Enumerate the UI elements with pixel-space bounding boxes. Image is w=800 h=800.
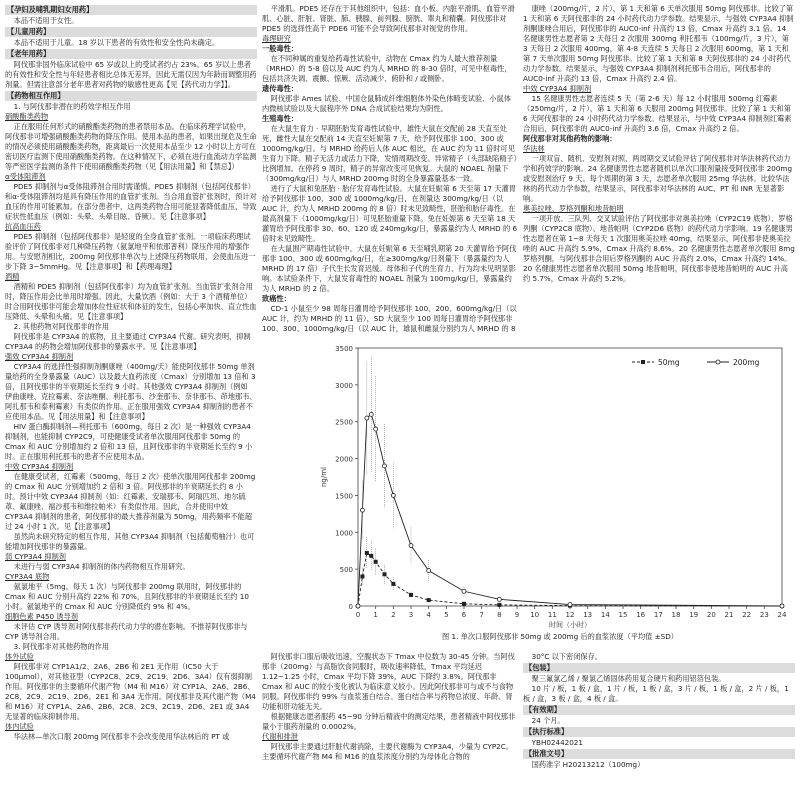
paragraph: 平滑肌。PDE5 还存在于其他组织中，包括：血小板、内脏平滑肌、血管平滑肌、心脏、肝脏、肾脏、肺、胰腺、前列腺、膀胱、睾丸和精囊。阿伐那非对 PDE5 的选择性高于 PDE6 可能不会导致阿伐那非对视觉的作用。 [262, 4, 515, 33]
x-tick-label: 4 [426, 611, 431, 619]
x-tick-label: 23 [759, 611, 769, 619]
data-point-200mg [369, 412, 373, 416]
paragraph: 进行了大鼠和兔胚胎 · 胎仔发育毒性试验。大鼠在妊娠第 6 天至第 17 天灌胃给予阿伐那非 100、300 或 1000mg/kg/日，在剂量达 300mg/kg/日（以 AUC 计，约为人 MRHD 200mg 的 8 倍）时未见致畸性，胚胎和胎仔毒性。在最高剂量下（1000mg/kg/日）可见胚胎重量下降。兔在妊娠第 6 天至第 18 天灌胃给予阿伐那非 30、60、120 或 240mg/kg/日，暴露量约为人 MRHD 的 6 倍时未见致畸性。 [262, 184, 518, 243]
subheading: CYP3A4 底物 [5, 572, 50, 581]
series-line-200mg [358, 414, 782, 606]
paragraph: 10 片 / 板，1 板 / 盒，1 片 / 板，1 板 / 盒，3 片 / 板，1 板 / 盒，2 片 / 板，1 板 / 盒，3 板 / 盒，4 板 / 盒。 [523, 684, 789, 703]
column-left [5, 4, 257, 796]
x-tick-label: 19 [689, 611, 699, 619]
x-tick-label: 21 [724, 611, 734, 619]
paragraph: 在大鼠围产期毒性试验中，大鼠在妊娠第 6 天至哺乳期第 20 天灌胃给予阿伐那非 100、300 或 600mg/kg/日，在≥300mg/kg/日剂量下（暴露量约为人 MRHD 的 17 倍）子代生长发育迟缓。母体和子代的生育力、行为均未见明显影响。本试验条件下，大鼠发育毒性的 NOAEL 剂量为 100mg/kg/日，暴露量约为人 MRHD 的 2 倍。 [262, 244, 517, 293]
x-tick-label: 20 [706, 611, 716, 619]
section-heading: 【老年用药】 [5, 49, 257, 59]
data-point-50mg [497, 603, 501, 607]
data-point-50mg [427, 598, 431, 602]
paragraph: 在健康受试者，红霉素（500mg，每日 2 次）使单次服用阿伐那非 200mg 的 Cmax 和 AUC 分别增加约 2 倍和 3 倍。阿伐那非的半衰期延长约 8 小时。预计中效 CYP3A4 抑制剂（如：红霉素、安瑞那韦、阿瑞匹坦、地尔硫䓬、氟康唑、福沙那韦和维拉帕米）有类似作用。因此，合并使用中效 CYP3A4 抑制剂的患者，阿伐那非的最大推荐剂量为 50mg，用药频率不能超过 24 小时 1 次。见【注意事项】 [5, 472, 256, 531]
paragraph: 正在服用任何形式的硝酸酯类药物的患者禁用本品。在临床药理学试验中，阿伐那非可增强硝酸酯类药物的降压作用。使用本品的患者，如果出现危及生命的情况必须使用硝酸酯类药物，距离最后一次使用本品至少 12 小时以上方可在密切医疗监测下使用硝酸酯类药物。在这种情况下，必须在进行血流动力学监测等严密医学监测的条件下使用硝酸酯类药物（见【用法用量】和【禁忌】） [5, 122, 257, 171]
chart-svg [300, 338, 792, 628]
y-tick-label: 1500 [335, 492, 353, 501]
x-tick-label: 9 [514, 611, 520, 619]
section-heading: 【批准文号】 [523, 749, 795, 759]
x-tick-label: 22 [742, 611, 752, 619]
paragraph: CYP3A4 的选择性强抑制剂酮康唑（400mg/天）能使阿伐那非 50mg 单剂量给药的全身暴露量（AUC）以及最大血药浓度（Cmax）分别增加 13 倍和 3 倍，且阿伐那非的半衰期延长至约 9 小时。其他强效 CYP3A4 抑制剂（例如 伊曲康唑、克拉霉素、奈法唑酮、利托那韦、沙奎那韦、奈非那韦、茚地那韦、阿扎那韦和泰利霉素）有类似的作用。正在服用强效 CYP3A4 抑制剂的患者不应使用本品。见【用法用量】和【注意事项】 [5, 362, 257, 421]
subheading: 细胞色素 P450 诱导剂 [5, 612, 78, 621]
subheading: 奥美拉唑、罗格列酮和地昔帕明 [523, 204, 624, 213]
paragraph: 未进行与弱 CYP3A4 抑制剂的体内药物相互作用研究。 [13, 562, 190, 571]
x-tick-label: 15 [618, 611, 628, 619]
bold-heading: 遗传毒性： [262, 84, 298, 93]
x-tick-label: 7 [479, 611, 484, 619]
section-heading: 【执行标准】 [523, 727, 795, 737]
data-point-50mg [369, 554, 373, 558]
y-tick-label: 1000 [335, 529, 353, 538]
subheading: α受体阻滞剂 [5, 172, 46, 181]
column-middle-top [262, 4, 518, 334]
subheading: 中效 CYP3A4 抑制剂 [5, 462, 74, 471]
paragraph: 阿伐那非对 CYP1A1/2、2A6、2B6 和 2E1 无作用（IC50 大于 100μmol），对其他亚型（CYP2C8、2C9、2C19、2D6、3A4）仅有弱抑制作用。阿伐那非的主要循环代谢产物（M4 和 M16）对 CYP1A、2A6、2B6、2C8、2C9、2C19、2D6、2E1 和 3A4 无作用。阿伐那非及其代谢产物（M4 和 M16）对 CYP1A、2A6、2B6、2C8、2C9、2C19、2D6、2E1 或 3A4 无显著的临床抑制作用。 [5, 662, 256, 721]
paragraph: 24 个月。 [531, 716, 565, 725]
paragraph: 阿伐那非主要通过肝脏代谢消除，主要代谢酶为 CYP3A4，少量为 CYP2C。主要循环代谢产物 M4 和 M16 的血浆浓度分别约为母体化合物的 [262, 742, 513, 761]
x-tick-label: 13 [583, 611, 593, 619]
legend-label: 200mg [733, 358, 760, 367]
figure-caption: 图 1. 单次口服阿伐那非 50mg 或 200mg 后的血浆浓度（平均值 ±SD） [442, 632, 678, 641]
y-tick-label: 2000 [335, 455, 353, 464]
x-tick-label: 12 [565, 611, 575, 619]
data-point-50mg [360, 575, 364, 579]
data-point-50mg [391, 582, 395, 586]
x-tick-label: 11 [547, 611, 557, 619]
data-point-50mg [462, 602, 466, 606]
plasma-concentration-chart [300, 338, 792, 628]
subheading: 华法林 [523, 144, 545, 153]
data-point-200mg [427, 569, 431, 573]
subheading: 毒理研究 [262, 34, 291, 43]
data-point-200mg [391, 493, 395, 497]
data-point-50mg [365, 551, 369, 555]
plot-frame [358, 348, 782, 606]
paragraph: 根据健康志愿者服药 45~90 分钟后精液中的测定结果，患者精液中阿伐那非量小于服药剂量的 0.0002%。 [262, 712, 516, 731]
paragraph: 华法林—单次口服 200mg 阿伐那非不会改变使用华法林后的 PT 或 [13, 732, 230, 741]
paragraph: 1. 与阿伐那非潜在的药效学相互作用 [13, 102, 131, 111]
paragraph: 阿伐那非 Ames 试验、中国仓鼠肺成纤维细胞体外染色体畸变试验、小鼠体内微核试验以及大鼠程序外 DNA 合成试验结果均为阴性。 [262, 94, 511, 113]
subheading: 体外试验 [5, 652, 34, 661]
subheading: 体内试验 [5, 722, 34, 731]
section-heading: 【孕妇及哺乳期妇女用药】 [5, 5, 257, 15]
data-point-200mg [780, 604, 784, 608]
x-tick-label: 16 [636, 611, 646, 619]
section-heading: 【包装】 [523, 663, 795, 673]
paragraph: 虽然尚未研究特定的相互作用，其他 CYP3A4 抑制剂（包括葡萄柚汁）也可能增加阿伐那非的暴露量。 [5, 532, 255, 551]
paragraph: 阿伐那非口服后吸收迅速，空腹状态下 Tmax 中位数为 30-45 分钟。当阿伐那非（200mg）与高脂饮食同服时，吸收速率降低，Tmax 平均延迟 1.12~1.25 小时，Cmax 平均下降 39%，AUC 下降约 3.8%。阿伐那非 Cmax 和 AUC 的较小变化被认为临床意义较小。因此阿伐那非可与或不与食物同服。阿伐那非约 99% 与血浆蛋白结合。蛋白结合率与药物总浓度、年龄、肾功能和肝功能无关。 [262, 652, 515, 711]
x-tick-label: 2 [391, 611, 396, 619]
paragraph: YBH02442021 [531, 738, 583, 747]
data-point-200mg [568, 603, 572, 607]
bold-heading: 一般毒性： [262, 44, 298, 53]
section-heading: 【药物相互作用】 [5, 91, 257, 101]
x-tick-label: 8 [497, 611, 502, 619]
data-point-200mg [409, 544, 413, 548]
paragraph: CD-1 小鼠至少 98 周每日灌胃给予阿伐那非 100、200、600mg/kg/日（以 AUC 计，约为 MRHD 的 11 倍），SD 大鼠至少 100 周每日灌胃给予阿伐那非 100、300、1000mg/kg/日（以 AUC 计，雄鼠和雌鼠分别约为人 MRHD 的 8 [262, 304, 517, 333]
section-heading: 【有效期】 [523, 705, 795, 715]
paragraph: 氨氯地平（5mg，每天 1 次）与阿伐那非 200mg 联用时，阿伐那非的 Cmax 和 AUC 分别升高约 22% 和 70%，且阿伐那非的半衰期延长至约 10 小时。氨氯地平的 Cmax 和 AUC 分别降低约 9% 和 4%。 [5, 582, 249, 611]
x-tick-label: 10 [530, 611, 540, 619]
paragraph: 本品不适用于儿童。18 岁以下患者的有效性和安全性尚未确定。 [13, 38, 220, 47]
paragraph: 一项双盲、随机、安慰剂对照、两周期交叉试验评估了阿伐那非对华法林药代动力学和药效学的影响。24 名健康男性志愿者随机以单次口服剂量接受阿伐那非 200mg 或安慰剂治疗 9 天。每个周期的第 3 天，志愿者单次服用 25mg 华法林。比较华法林的药代动力学参数，结果显示，阿伐那非对华法林的 AUC、PT 和 INR 无显著影响。 [523, 154, 793, 203]
subheading: 代谢和排泄 [262, 732, 298, 741]
paragraph: 在不同种属的重复给药毒性试验中，动物在 Cmax 约为人最大推荐剂量（MRHD）的 5-8 倍以及 AUC 约为人 MRHD 的 8-30 倍时，可见中枢毒性，包括共济失调、震颤、惊厥、活动减少、俯卧和 / 或侧卧。 [262, 54, 512, 83]
bold-heading: 生殖毒性： [262, 114, 298, 123]
paragraph: 30°C 以下密闭保存。 [531, 652, 602, 661]
data-point-200mg [462, 589, 466, 593]
x-tick-label: 0 [355, 611, 361, 619]
y-tick-label: 3000 [335, 381, 353, 390]
legend-marker [641, 360, 645, 364]
data-point-200mg [497, 597, 501, 601]
bold-heading: 阿伐那非对其他药物的影响： [523, 134, 617, 143]
paragraph: PDE5 抑制剂与α受体阻滞剂合用时需谨慎。PDE5 抑制剂（包括阿伐那非）和α-受体阻滞剂均是具有降压作用的血管扩张剂。当合用血管扩张剂时，预计对血压的作用可能累加。在部分患者中，这两类药物合用可能显著降低血压，导致症状性低血压（例如：头晕、头晕目眩、昏厥）。见【注意事项】 [5, 182, 257, 221]
subheading: 中效 CYP3A4 抑制剂 [523, 84, 592, 93]
data-point-200mg [374, 427, 378, 431]
data-point-200mg [360, 508, 364, 512]
legend-marker [716, 360, 720, 364]
paragraph: 国药准字 H20213212（100mg） [531, 760, 645, 769]
bold-heading: 致癌性： [262, 294, 291, 303]
subheading: 酒精 [5, 272, 20, 281]
y-tick-label: 2500 [335, 418, 353, 427]
data-point-200mg [365, 416, 369, 420]
paragraph: PDE5 抑制剂（包括阿伐那非）是轻度的全身血管扩张剂。一项临床药理试验评价了阿伐那非对几种降压药物（氨氯地平和依那普利）降压作用的增强作用。与安慰剂相比，200mg 阿伐那非单次与上述降压药物联用，会使血压进一步下降 3~5mmHg。见【注意事项】和【药理毒理】 [5, 232, 256, 271]
x-tick-label: 6 [461, 611, 467, 619]
legend-label: 50mg [658, 358, 680, 367]
paragraph: 2. 其他药物对阿伐那非的作用 [13, 322, 110, 331]
data-point-50mg [383, 572, 387, 576]
paragraph: 在大鼠生育力 · 早期胚胎发育毒性试验中，雄性大鼠在交配前 28 天直至处死，雌性大鼠在交配前 14 天直至妊娠第 7 天，给予阿伐那非 100、300 或 1000mg/kg/日。与 MRHD 给药后人体 AUC 相比，在 AUC 约为 11 倍时可见生育力下降。精子无活力或活力下降，发情周期改变。异常精子（头部缺陷精子）比例增加。在停药 9 周时，精子的异常改变可见恢复。大鼠的 NOAEL 剂量下（300mg/kg/日）与人 MRHD 200mg 时的全身暴露量基本一致。 [262, 124, 518, 183]
y-tick-label: 500 [339, 566, 353, 575]
subheading: 硝酸酯类药物 [5, 112, 49, 121]
data-point-50mg [409, 593, 413, 597]
y-tick-label: 3500 [335, 345, 353, 353]
x-axis-label: 时间（小时） [549, 621, 591, 628]
x-tick-label: 14 [600, 611, 610, 619]
subheading: 弱 CYP3A4 抑制剂 [5, 552, 66, 561]
x-tick-label: 24 [777, 611, 787, 619]
paragraph: 康唑（200mg/片，2 片），第 1 天和第 6 天单次服用 50mg 阿伐那非。比较了第 1 天和第 6 天阿伐那非的 24 小时药代动力学参数。结果显示，与强效 CYP3A4 抑制剂酮康唑合用后，阿伐那非的 AUC0-inf 升高约 13 倍，Cmax 升高约 3.1 倍。14 名健康男性志愿者第 2 天每日 2 次服用 300mg 利托那韦（100mg/片，3 片），第 3 天每日 2 次服用 400mg，第 4-8 天连续 5 天每日 2 次服用 600mg，第 1 天和第 7 天单次服用 50mg 阿伐那非。比较了第 1 天和第 8 天阿伐那非的 24 小时药代动力学参数。结果显示，与强效 CYP3A4 抑制剂利托那韦合用后，阿伐那非的 AUC0-inf 升高约 13 倍，Cmax 升高约 2.4 倍。 [523, 4, 794, 83]
y-tick-label: 0 [348, 603, 353, 611]
paragraph: HIV 蛋白酶抑制剂—利托那韦（600mg，每日 2 次）是一种强效 CYP3A4 抑制剂，也能抑制 CYP2C9，可使健康受试者单次服用阿伐那非 50mg 的 Cmax 和 AUC 分别增加约 2 倍和 13 倍，且阿伐那非的半衰期延长至约 9 小时。正在服用利托那韦的患者不应使用本品。 [5, 422, 253, 461]
subheading: 抗高血压药 [5, 222, 41, 231]
paragraph: 阿伐那非国外临床试验中 65 岁或以上的受试者约占 23%。65 岁以上患者的有效性和安全性与年轻患者相比总体无差异，因此无需仅因为年龄而调整用药剂量。但需注意部分老年患者对药物的敏感性更高【见【药代动力学】】。 [5, 60, 257, 89]
x-tick-label: 5 [444, 611, 449, 619]
section-heading: 【儿童用药】 [5, 27, 257, 37]
x-tick-label: 1 [373, 611, 378, 619]
paragraph: 阿伐那非是 CYP3A4 的底物，且主要通过 CYP3A4 代谢。研究表明，抑制 CYP3A4 的药物会增加阿伐那非的暴露水平。见【注意事项】 [5, 332, 251, 351]
paragraph: 一项开放、三队列、交叉试验评估了阿伐那非对奥美拉唑（CYP2C19 底物）、罗格列酮（CYP2C8 底物）、地昔帕明（CYP2D6 底物）的药代动力学影响。19 名健康男性志愿者在第 1~8 天每天 1 次服用奥美拉唑 40mg，结果显示，阿伐那非使奥美拉唑的 AUC 升高约 5.9%，Cmax 升高约 8.6%。20 名健康男性志愿者单次服用 8mg 罗格列酮，与阿伐那非合用后罗格列酮的 AUC 升高约 2.0%，Cmax 升高约 14%。20 名健康男性志愿者单次服用 50mg 地昔帕明，阿伐那非使地昔帕明的 AUC 升高约 5.7%，Cmax 升高约 5.2%。 [523, 214, 795, 283]
column-right-top [523, 4, 795, 334]
paragraph: 未评估 CYP 诱导剂对阿伐那非药代动力学的潜在影响。不推荐阿伐那非与 CYP 诱导剂合用。 [5, 622, 248, 641]
x-tick-label: 17 [653, 611, 663, 619]
column-right-bottom [523, 652, 795, 796]
paragraph: 15 名健康男性志愿者连续 5 天（第 2-6 天）每 12 小时服用 500mg 红霉素（250mg/片，2 片），第 1 天和第 6 天服用 200mg 阿伐那非。比较了第 1 天和第 6 天阿伐那非的 24 小时药代动力学参数。结果显示，与中效 CYP3A4 抑制剂红霉素合用后，阿伐那非的 AUC0-inf 升高约 3.6 倍，Cmax 升高约 2 倍。 [523, 94, 792, 133]
x-tick-label: 3 [408, 611, 414, 619]
paragraph: 3. 阿伐那非对其他药物的作用 [13, 642, 110, 651]
paragraph: 本品不适用于女性。 [13, 16, 79, 25]
data-point-200mg [383, 464, 387, 468]
x-tick-label: 18 [671, 611, 681, 619]
column-middle-bottom [262, 652, 518, 796]
paragraph: 酒精和 PDE5 抑制剂（包括阿伐那非）均为血管扩张剂。当血管扩张剂合用时，降压作用会比单用时增强。因此，大量饮酒（例如：大于 3 个酒精单位）时合用阿伐那非可能会增加体位性症状和体征的发生，包括心率加快、直立性血压降低、头晕和头痛。见【注意事项】 [5, 282, 257, 321]
y-axis-label: ng/ml [320, 466, 328, 488]
data-point-200mg [356, 604, 360, 608]
data-point-50mg [374, 560, 378, 564]
subheading: 强效 CYP3A4 抑制剂 [5, 352, 74, 361]
paragraph: 聚三氟氯乙烯 / 聚氯乙烯固体药用复合硬片和药用铝箔包装。 [531, 674, 726, 683]
